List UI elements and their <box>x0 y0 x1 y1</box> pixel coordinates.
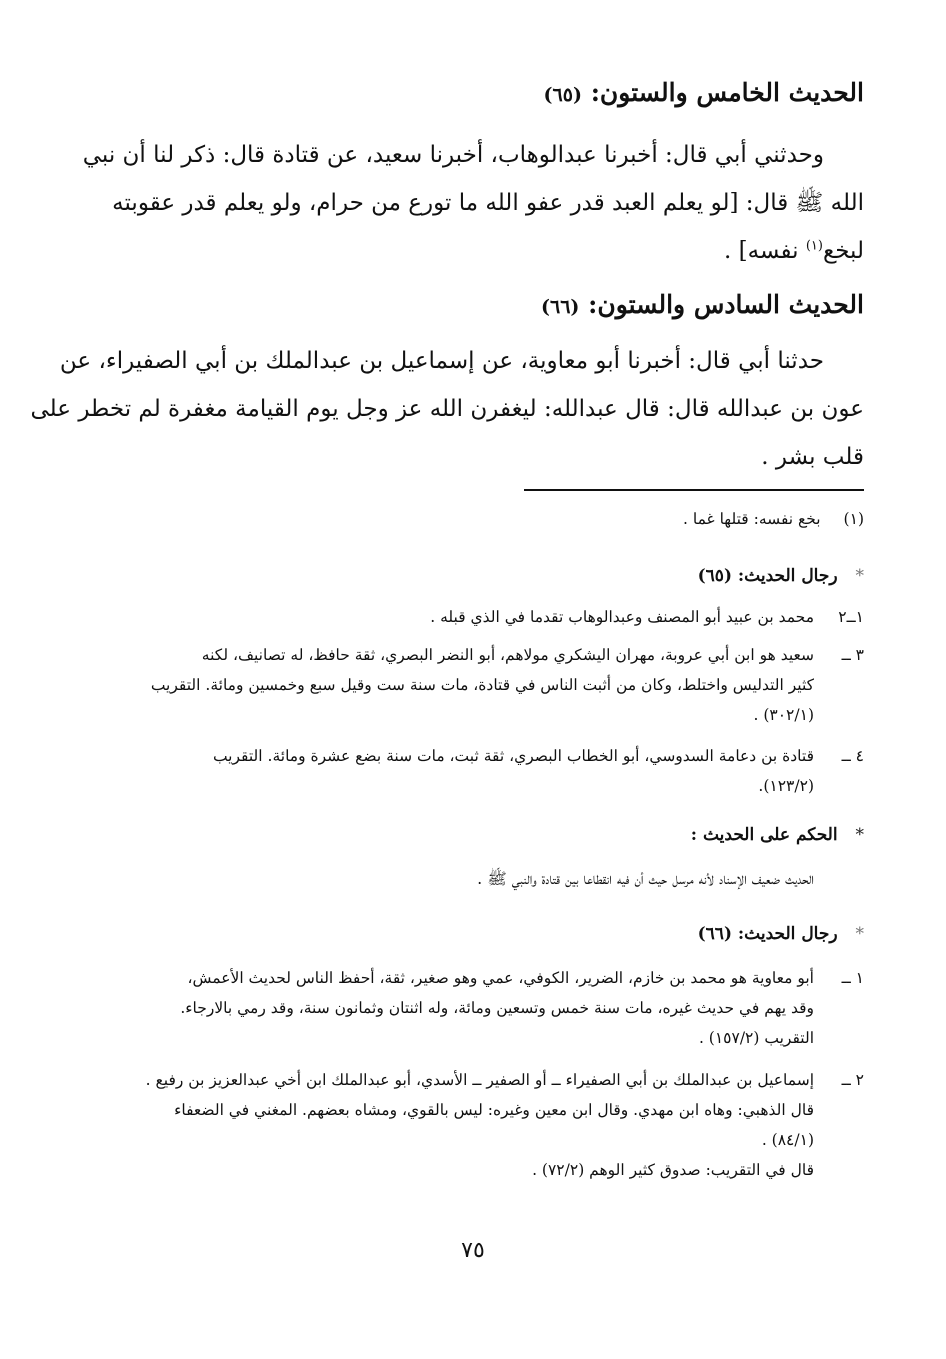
item-marker: ١ ــ <box>841 969 864 987</box>
item-line: التقريب (١٥٧/٢) . <box>698 1029 814 1047</box>
footnote-marker: (١) <box>843 510 864 528</box>
text-line: وحدثني أبي قال: أخبرنا عبدالوهاب، أخبرنا سعيد، عن قتادة قال: ذكر لنا أن نبي <box>82 142 824 168</box>
item-line: كثير التدليس واختلط، وكان من أثبت الناس في قتادة، مات سنة ست وقيل سبع وخمسين ومائة. التقريب <box>150 676 814 694</box>
text-line: حدثنا أبي قال: أخبرنا أبو معاوية، عن إسماعيل بن عبدالملك بن أبي الصفيراء، عن <box>59 348 824 374</box>
narrator-item <box>82 963 864 1055</box>
text-line: قلب بشر . <box>761 444 864 470</box>
hadith-66-heading-label: الحديث السادس والستون: <box>588 290 864 319</box>
rijal-66-title <box>698 924 864 944</box>
section-title: رجال الحديث: (٦٥) <box>697 566 838 586</box>
section-title: رجال الحديث: (٦٦) <box>697 924 838 944</box>
ruling-text: الحديث ضعيف الإسناد لأنه مرسل حيث أن فيه انقطاعا بين قتادة والنبي ﷺ . <box>477 869 814 888</box>
item-marker: ٢ ــ <box>841 1071 864 1089</box>
hadith-65-text <box>82 131 864 275</box>
item-line: محمد بن عبيد أبو المصنف وعبدالوهاب تقدما في الذي قبله . <box>430 608 814 626</box>
hadith-65-number: (٦٥) <box>543 84 582 106</box>
item-line: (٨٤/١) . <box>761 1131 814 1149</box>
narrator-item <box>82 741 864 801</box>
item-line: (٣٠٢/١) . <box>753 706 814 724</box>
star-icon: * <box>855 924 864 944</box>
item-marker: ٣ ــ <box>841 646 864 664</box>
item-marker: ٤ ــ <box>841 747 864 765</box>
narrator-item <box>82 602 864 632</box>
text-line: الله ﷺ قال: [لو يعلم العبد قدر عفو الله ما تورع من حرام، ولو يعلم قدر عقوبته <box>112 190 864 216</box>
ruling-title <box>691 825 864 845</box>
page-number: ٧٥ <box>461 1238 485 1263</box>
footnote-reference: (١) <box>805 238 823 254</box>
item-line: قال في التقريب: صدوق كثير الوهم (٧٢/٢) . <box>532 1161 814 1179</box>
text-fragment: لبخع <box>822 238 864 264</box>
narrator-item <box>82 1065 864 1190</box>
item-line: وقد يهم في حديث غيره، مات سنة خمس وتسعين ومائة، وله اثنتان وثمانون سنة، وقد رمي بالارجاء. <box>180 999 814 1017</box>
hadith-66-text <box>30 337 864 481</box>
footnote-1 <box>683 505 864 533</box>
star-icon: * <box>855 825 864 845</box>
narrator-item <box>82 640 864 732</box>
hadith-66-heading <box>541 289 864 323</box>
hadith-65-heading-label: الحديث الخامس والستون: <box>590 78 864 107</box>
item-marker: ١ــ٢ <box>838 608 864 626</box>
item-line: أبو معاوية هو محمد بن خازم، الضرير، الكوفي، عمي وهو صغير، ثقة، أحفظ الناس لحديث الأعمش، <box>187 969 814 987</box>
rijal-65-title <box>698 566 864 586</box>
text-line <box>82 227 864 275</box>
hadith-65-heading <box>544 77 864 111</box>
section-title: الحكم على الحديث : <box>690 825 838 845</box>
item-line: (١٢٣/٢). <box>758 777 814 795</box>
hadith-66-number: (٦٦) <box>541 296 580 318</box>
item-line: سعيد هو ابن أبي عروبة، مهران اليشكري مولاهم، أبو النضر البصري، ثقة حافظ، له تصانيف، لكنه <box>201 646 814 664</box>
item-line: قتادة بن دعامة السدوسي، أبو الخطاب البصري، ثقة ثبت، مات سنة بضع عشرة ومائة. التقريب <box>212 747 814 765</box>
item-line: إسماعيل بن عبدالملك بن أبي الصفيراء ــ أو الصفير ــ الأسدي، أبو عبدالملك ابن أخي عبدالعزيز بن رفيع . <box>145 1071 814 1089</box>
text-line: عون بن عبدالله قال: قال عبدالله: ليغفرن الله عز وجل يوم القيامة مغفرة لم تخطر على <box>30 396 864 422</box>
item-line: قال الذهبي: وهاه ابن مهدي. وقال ابن معين وغيره: ليس بالقوي، ومشاه بعضهم. المغني في الضعفاء <box>174 1101 814 1119</box>
footnote-text: بخع نفسه: قتلها غما . <box>683 510 821 528</box>
star-icon: * <box>855 566 864 586</box>
text-fragment: نفسه] . <box>724 238 806 264</box>
footnote-separator <box>524 489 864 491</box>
